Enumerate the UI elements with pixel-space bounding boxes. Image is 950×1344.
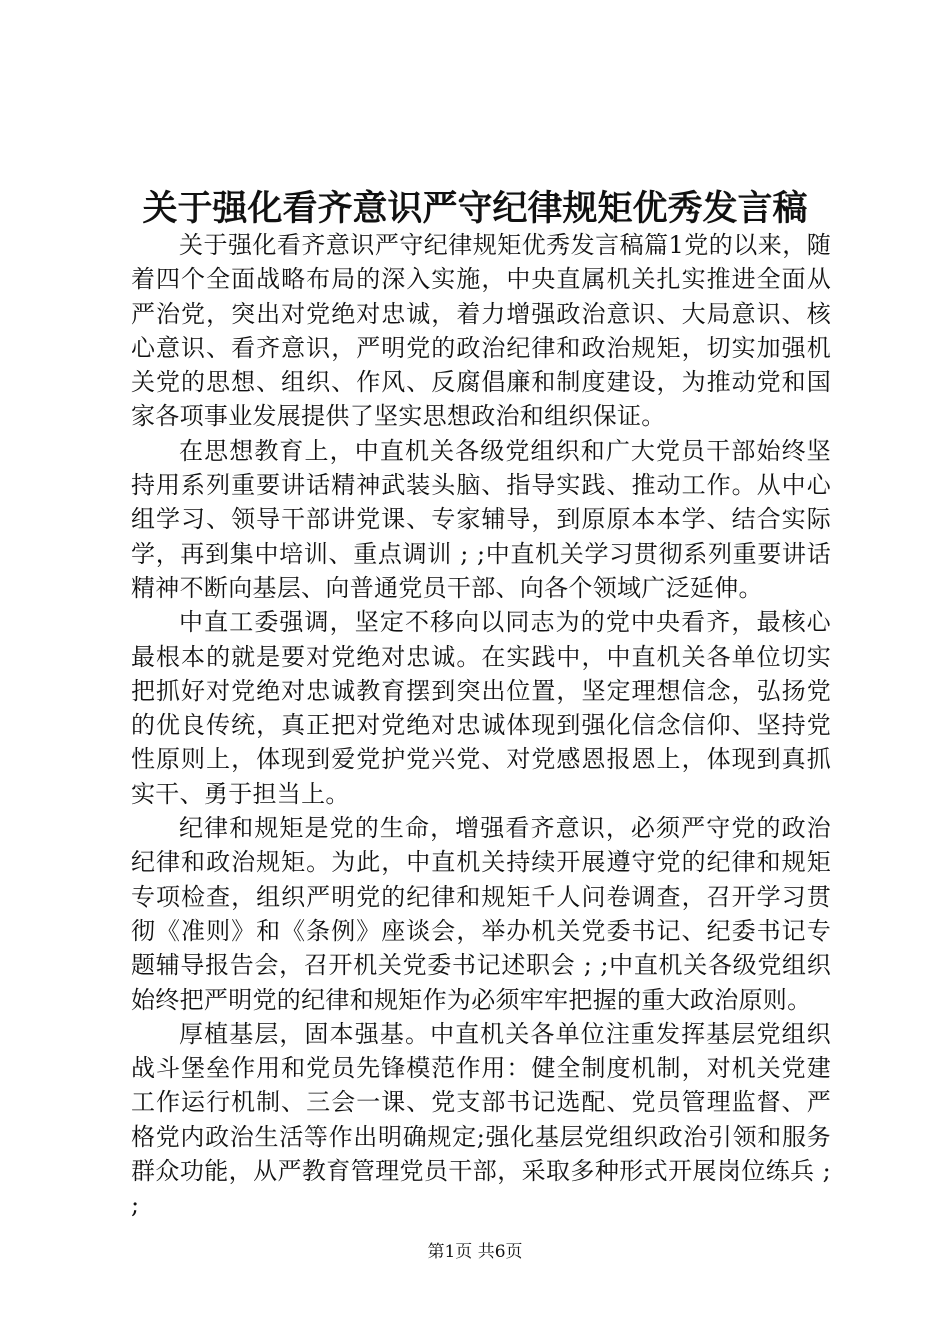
paragraph-4: 纪律和规矩是党的生命，增强看齐意识，必须严守党的政治纪律和政治规矩。为此，中直机关持续开展遵守党的纪律和规矩专项检查，组织严明党的纪律和规矩千人问卷调查，召开学习贯彻《准则》和《条例》座谈会，举办机关党委书记、纪委书记专题辅导报告会，召开机关党委书记述职会 ; ;中直机关各级党组织始终把严明党的纪律和规矩作为必须牢牢把握的重大政治原则。 xyxy=(131,814,831,1014)
page-footer: 第1页 共6页 xyxy=(427,1242,523,1262)
paragraph-1: 关于强化看齐意识严守纪律规矩优秀发言稿篇1党的以来，随着四个全面战略布局的深入实施，中央直属机关扎实推进全面从严治党，突出对党绝对忠诚，着力增强政治意识、大局意识、核心意识、看齐意识，严明党的政治纪律和政治规矩，切实加强机关党的思想、组织、作风、反腐倡廉和制度建设，为推动党和国家各项事业发展提供了坚实思想政治和组织保证。 xyxy=(131,231,831,431)
paragraph-3: 中直工委强调，坚定不移向以同志为的党中央看齐，最核心最根本的就是要对党绝对忠诚。在实践中，中直机关各单位切实把抓好对党绝对忠诚教育摆到突出位置，坚定理想信念，弘扬党的优良传统，真正把对党绝对忠诚体现到强化信念信仰、坚持党性原则上，体现到爱党护党兴党、对党感恩报恩上，体现到真抓实干、勇于担当上。 xyxy=(131,608,831,808)
paragraph-5: 厚植基层，固本强基。中直机关各单位注重发挥基层党组织战斗堡垒作用和党员先锋模范作用：健全制度机制，对机关党建工作运行机制、三会一课、党支部书记选配、党员管理监督、严格党内政治生活等作出明确规定;强化基层党组织政治引领和服务群众功能，从严教育管理党员干部，采取多种形式开展岗位练兵 ; ; xyxy=(131,1019,831,1220)
paragraph-2: 在思想教育上，中直机关各级党组织和广大党员干部始终坚持用系列重要讲话精神武装头脑、指导实践、推动工作。从中心组学习、领导干部讲党课、专家辅导，到原原本本学、结合实际学，再到集中培训、重点调训 ; ;中直机关学习贯彻系列重要讲话精神不断向基层、向普通党员干部、向各个领域广泛延伸。 xyxy=(131,436,831,602)
document-body xyxy=(131,228,831,1223)
document-title: 关于强化看齐意识严守纪律规矩优秀发言稿 xyxy=(142,188,808,229)
